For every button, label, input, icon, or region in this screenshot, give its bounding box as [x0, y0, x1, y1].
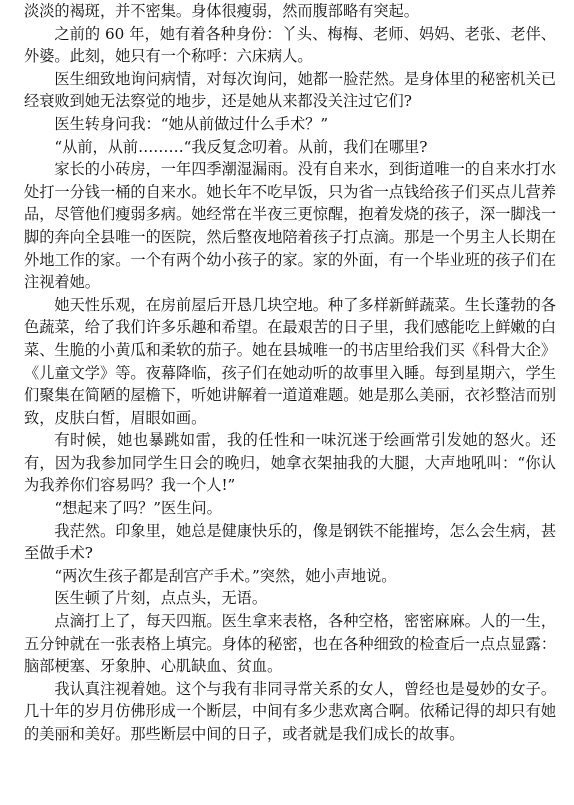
document-page: [24, 0, 556, 746]
paragraph-brick-house: 家长的小砖房，一年四季潮湿漏雨。没有自来水，到街道唯一的自来水打水处打一分钱一桶的自来水。她长年不吃早饭，只为省一点钱给孩子们买点儿营养品，尽管他们瘦弱多病。她经常在半夜三更惊醒，抱着发烧的孩子，深一脚浅一脚的奔向全县唯一的医院，然后整夜地陪着孩子打点滴。那是一个男主人长期在外地工作的家。一个有两个幼小孩子的家。家的外面，有一个毕业班的孩子们在注视着她。: [24, 160, 556, 292]
paragraph-doctor-silence: 医生顿了片刻，点点头，无语。: [54, 589, 268, 608]
paragraph-vegetable-garden: 她天性乐观，在房前屋后开恳几块空地。种了多样新鲜蔬菜。生长蓬勃的各色蔬菜，给了我们许多乐趣和希望。在最艰苦的日子里，我们感能吃上鲜嫩的白菜、生脆的小黄瓜和柔软的茄子。她在县城唯一的书店里给我们买《科骨大企》《儿童文学》等。夜幕降临，孩子们在她动听的故事里入睡。每到星期六，学生们聚集在简陋的屋檐下，听她讲解着一道道难题。她是那么美丽，衣衫整洁而别致，皮肤白皙，眉眼如画。: [24, 295, 556, 427]
paragraph-doctor-question: 医生转身问我：“她从前做过什么手术？”: [54, 114, 329, 133]
paragraph-identities: 之前的 60 年，她有着各种身份：丫头、梅梅、老师、妈妈、老张、老伴、外婆。此刻，她只有一个称呼：六床病人。: [24, 24, 556, 66]
paragraph-reflection: 我认真注视着她。这个与我有非同寻常关系的女人，曾经也是曼妙的女子。几十年的岁月仿佛形成一个断层，中间有多少悲欢离合啊。依稀记得的却只有她的美丽和美好。那些断层中间的日子，或者就是我们成长的故事。: [24, 679, 556, 743]
paragraph-drip-form: 点滴打上了，每天四瓶。医生拿来表格，各种空格，密密麻麻。人的一生，五分钟就在一张表格上填完。身体的秘密，也在各种细致的检查后一点点显露：脑部梗塞、牙象肿、心肌缺血、贫血。: [24, 612, 556, 676]
paragraph-remember-question: “想起来了吗？”医生问。: [54, 499, 222, 518]
paragraph-recollection: “从前，从前………“我反复念叨着。从前，我们在哪里?: [54, 137, 428, 156]
paragraph-surgery-answer: “两次生孩子都是刮宫产手术。”突然，她小声地说。: [54, 566, 397, 585]
paragraph-confusion: 我茫然。印象里，她总是健康快乐的，像是钢铁不能摧垮，怎么会生病，甚至做手术?: [24, 521, 556, 563]
paragraph-continuation: 淡淡的褐斑，并不密集。身体很瘦弱，然而腹部略有突起。: [24, 2, 419, 20]
paragraph-doctor-inquiry: 医生细致地询问病情，对每次询问，她都一脸茫然。是身体里的秘密机关已经衰败到她无法察觉的地步，还是她从来都没关注过它们?: [24, 69, 556, 111]
paragraph-anger: 有时候，她也暴跳如雷，我的任性和一味沉迷于绘画常引发她的怒火。还有，因为我参加同学生日会的晚归，她拿衣架抽我的大腿，大声地吼叫：“你认为我养你们容易吗？我一个人!”: [24, 431, 556, 495]
